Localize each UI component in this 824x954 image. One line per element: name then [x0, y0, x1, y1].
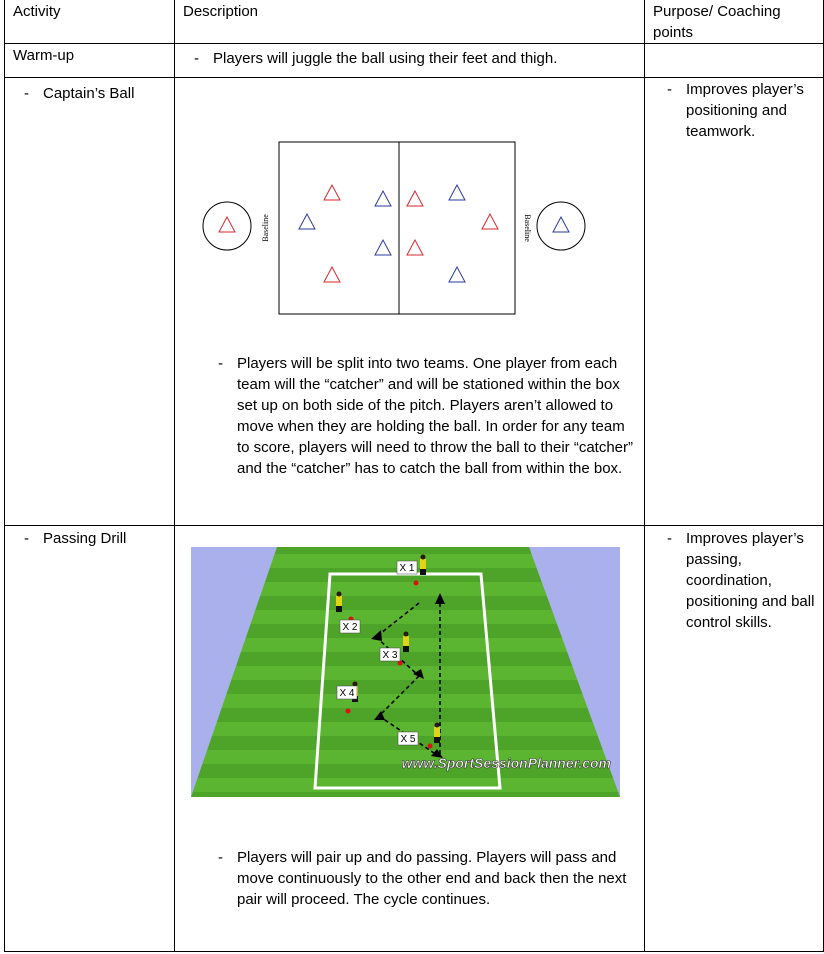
session-plan-table — [4, 0, 824, 952]
baseline-label-left: Baseline — [261, 214, 270, 242]
purpose-text: Improves player’s positioning and teamwork. — [686, 81, 804, 140]
player-label: X 3 — [382, 650, 398, 661]
description-text: Players will pair up and do passing. Players will pass and move continuously to the other end and back then the next pair will proceed. The cycle continues. — [237, 849, 627, 908]
catcher-circle-left — [203, 202, 251, 250]
header-activity: Activity — [5, 0, 175, 44]
table-row — [5, 44, 824, 78]
bullet-dash: - — [667, 530, 672, 547]
description-text: Players will be split into two teams. One player from each team will the “catcher” and will be stationed within the box set up on both side of the pitch. Players aren’t allowed to move when they are holding the ball. In order for any team to score, players will need to throw the ball to their “catcher” and the “catcher” has to catch the ball from within the box. — [237, 355, 634, 477]
bullet-dash: - — [24, 530, 29, 547]
purpose-text: Improves player’s passing, coordination, positioning and ball control skills. — [686, 530, 815, 631]
table-row — [5, 526, 824, 952]
bullet-item — [175, 847, 644, 910]
bullet-dash: - — [218, 849, 223, 866]
player-label: X 4 — [339, 688, 355, 699]
activity-cell — [5, 78, 175, 526]
bullet-dash: - — [218, 355, 223, 372]
purpose-cell — [645, 526, 824, 952]
bullet-item — [645, 79, 823, 142]
bullet-item — [5, 528, 174, 549]
activity-cell: Warm-up — [5, 44, 175, 78]
bullet-dash: - — [194, 50, 199, 67]
bullet-item — [5, 83, 174, 104]
bullet-dash: - — [24, 85, 29, 102]
bullet-item — [645, 528, 823, 633]
activity-label: Captain’s Ball — [43, 85, 135, 102]
baseline-label-right: Baseline — [523, 214, 532, 242]
description-cell — [175, 78, 645, 526]
passing-drill-image — [175, 526, 636, 798]
purpose-cell — [645, 44, 824, 78]
description-cell — [175, 526, 645, 952]
table-row — [5, 78, 824, 526]
header-purpose: Purpose/ Coaching points — [645, 0, 824, 44]
catcher-circle-right — [537, 202, 585, 250]
captains-ball-diagram — [175, 78, 636, 348]
player-label: X 5 — [400, 734, 416, 745]
player-label: X 1 — [399, 563, 415, 574]
activity-label: Passing Drill — [43, 530, 127, 547]
header-row — [5, 0, 824, 44]
bullet-dash: - — [667, 81, 672, 98]
bullet-item — [175, 353, 644, 479]
watermark-text: www.SportSessionPlanner.com — [401, 755, 611, 771]
description-cell — [175, 44, 645, 78]
description-text: Players will juggle the ball using their feet and thigh. — [213, 50, 558, 67]
purpose-cell — [645, 78, 824, 526]
player-label: X 2 — [342, 622, 358, 633]
activity-cell — [5, 526, 175, 952]
bullet-item — [175, 48, 644, 69]
header-description: Description — [175, 0, 645, 44]
